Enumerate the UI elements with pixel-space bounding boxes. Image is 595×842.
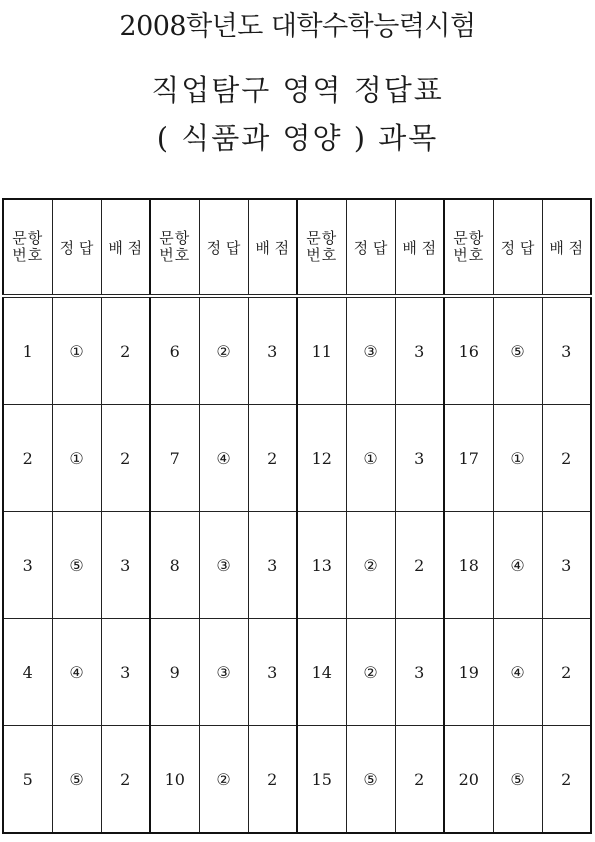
table-row — [3, 726, 591, 834]
table-body — [3, 296, 591, 833]
points-cell: 2 — [248, 405, 297, 512]
question-number-cell: 17 — [444, 405, 493, 512]
question-number-cell: 6 — [150, 296, 199, 405]
answer-cell: ① — [493, 405, 542, 512]
header-number-label-line2: 번호 — [159, 246, 191, 264]
question-number-cell: 10 — [150, 726, 199, 834]
section-title: 직업탐구 영역 정답표 — [151, 73, 444, 107]
answer-cell: ① — [52, 296, 101, 405]
header-number-label-line1: 문항 — [159, 229, 191, 247]
header-answer: 정 답 — [493, 199, 542, 296]
points-cell: 2 — [542, 405, 591, 512]
answer-cell: ③ — [199, 619, 248, 726]
question-number-cell: 12 — [297, 405, 346, 512]
answer-cell: ⑤ — [493, 726, 542, 834]
question-number-cell: 15 — [297, 726, 346, 834]
header-number-label-line2: 번호 — [12, 246, 44, 264]
points-cell: 2 — [101, 296, 150, 405]
question-number-cell: 9 — [150, 619, 199, 726]
question-number-cell: 3 — [3, 512, 52, 619]
header-points: 배 점 — [395, 199, 444, 296]
question-number-cell: 18 — [444, 512, 493, 619]
question-number-cell: 8 — [150, 512, 199, 619]
table-row — [3, 619, 591, 726]
answer-cell: ⑤ — [346, 726, 395, 834]
answer-cell: ② — [346, 512, 395, 619]
question-number-cell: 19 — [444, 619, 493, 726]
header-question-number — [297, 199, 346, 296]
header-points: 배 점 — [101, 199, 150, 296]
answer-cell: ③ — [199, 512, 248, 619]
points-cell: 3 — [101, 619, 150, 726]
points-cell: 3 — [542, 512, 591, 619]
answer-cell: ⑤ — [52, 512, 101, 619]
table-row — [3, 296, 591, 405]
answer-cell: ① — [52, 405, 101, 512]
points-cell: 3 — [395, 619, 444, 726]
points-cell: 3 — [395, 405, 444, 512]
subject-title: ( 식품과 영양 ) 과목 — [156, 121, 439, 155]
question-number-cell: 20 — [444, 726, 493, 834]
points-cell: 2 — [101, 405, 150, 512]
answer-cell: ② — [346, 619, 395, 726]
points-cell: 3 — [542, 296, 591, 405]
header-answer: 정 답 — [346, 199, 395, 296]
header-answer: 정 답 — [52, 199, 101, 296]
points-cell: 2 — [395, 726, 444, 834]
header-answer: 정 답 — [199, 199, 248, 296]
points-cell: 3 — [248, 619, 297, 726]
header-number-label-line1: 문항 — [12, 229, 44, 247]
points-cell: 2 — [542, 726, 591, 834]
header-number-label-line2: 번호 — [453, 246, 485, 264]
points-cell: 3 — [395, 296, 444, 405]
points-cell: 3 — [101, 512, 150, 619]
table-row — [3, 512, 591, 619]
header-question-number — [3, 199, 52, 296]
answer-cell: ③ — [346, 296, 395, 405]
answer-cell: ④ — [493, 512, 542, 619]
answer-cell: ① — [346, 405, 395, 512]
question-number-cell: 2 — [3, 405, 52, 512]
answer-table — [2, 198, 592, 834]
header-number-label-line1: 문항 — [453, 229, 485, 247]
header-number-label-line2: 번호 — [306, 246, 338, 264]
question-number-cell: 1 — [3, 296, 52, 405]
answer-cell: ④ — [493, 619, 542, 726]
exam-title: 2008학년도 대학수학능력시험 — [119, 11, 476, 42]
header-points: 배 점 — [542, 199, 591, 296]
table-row — [3, 405, 591, 512]
header-number-label-line1: 문항 — [306, 229, 338, 247]
answer-cell: ② — [199, 296, 248, 405]
points-cell: 3 — [248, 296, 297, 405]
answer-cell: ④ — [52, 619, 101, 726]
header-question-number — [444, 199, 493, 296]
question-number-cell: 14 — [297, 619, 346, 726]
question-number-cell: 5 — [3, 726, 52, 834]
answer-cell: ④ — [199, 405, 248, 512]
header-question-number — [150, 199, 199, 296]
answer-cell: ⑤ — [493, 296, 542, 405]
question-number-cell: 16 — [444, 296, 493, 405]
points-cell: 3 — [248, 512, 297, 619]
answer-cell: ② — [199, 726, 248, 834]
points-cell: 2 — [395, 512, 444, 619]
header-points: 배 점 — [248, 199, 297, 296]
points-cell: 2 — [542, 619, 591, 726]
question-number-cell: 13 — [297, 512, 346, 619]
question-number-cell: 7 — [150, 405, 199, 512]
question-number-cell: 11 — [297, 296, 346, 405]
points-cell: 2 — [248, 726, 297, 834]
points-cell: 2 — [101, 726, 150, 834]
answer-cell: ⑤ — [52, 726, 101, 834]
question-number-cell: 4 — [3, 619, 52, 726]
table-header-row — [3, 199, 591, 296]
